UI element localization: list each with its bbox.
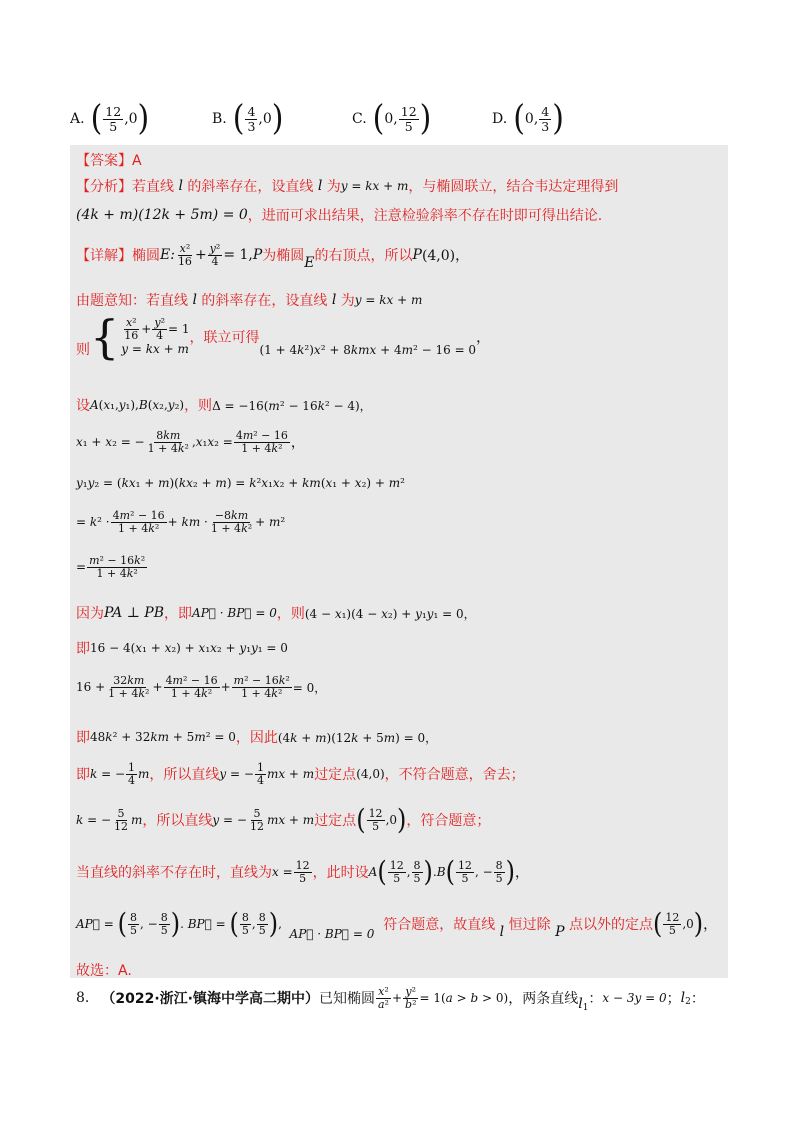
detail-line-4: 设 A(x₁,y₁),B(x₂,y₂) ，则 Δ = −16(m² − 16k² − 4)， [76,398,372,414]
detail-line-15: 当直线的斜率不存在时，直线为 x = $\frac{12}{5}$ ，此时设 A ( $\frac{12}{5}$ , $\frac{8}{5}$ ) . B ( $\frac{12}{5}$ , − $\frac{8}{5}$ ) ， [76,855,529,889]
detail-line-16: AP⃗ = ( $\frac{8}{5}$ , − $\frac{8}{5}$ ) . BP⃗ = ( $\frac{8}{5}$ , $\frac{8}{5}$ ) , AP⃗ · BP⃗ = 0 符合题意，故直线 l 恒过除 P 点以外的定点 ( $\frac{12}{5}$ ,0 ) ， [76,907,718,942]
question-source: （2022·浙江·镇海中学高二期中） [101,991,319,1008]
option-c[interactable]: C. ( 0, $\frac{12}{5}$ ) [352,98,432,139]
option-letter: C. [352,111,367,127]
solution-box [70,145,728,978]
option-letter: A. [70,111,85,127]
option-fraction: $\frac{12}{5}$ [105,104,122,134]
detail-line-11: 16 + $\frac{32km}{\text{1 + 4k²}}$ + $\frac{\text{4m² − 16}}{\text{1 + 4k²}}$ + $\frac{\text{m² − 16k²}}{\text{1 + 4k²}}$ = 0， [76,674,327,700]
detail-line-6: y₁y₂ = (kx₁ + m)(kx₂ + m) = k²x₁x₂ + km(x₁ + x₂) + m² [76,476,405,490]
analysis-line: 【分析】 若直线 l 的斜率存在，设直线 l 为 y = kx + m ，与椭圆联立，结合韦达定理得到 [76,178,619,195]
analysis-line-2: (4k + m)(12k + 5m) = 0 ，进而可求出结果，注意检验斜率不存在时即可得出结论. [76,207,603,224]
detail-line-10: 即 16 − 4(x₁ + x₂) + x₁x₂ + y₁y₁ = 0 [76,641,288,657]
option-fraction: $\frac{12}{5}$ [400,104,417,134]
detail-line-2: 由题意知：若直线 l 的斜率存在，设直线 l 为 y = kx + m [76,292,423,309]
option-letter: D. [492,111,508,127]
detail-line-system: 则 { $\frac{\text{x²}}{16}$ + $\frac{\text{y²}}{4}$ = 1 y = kx + m ，联立可得 (1 + 4k²)x² + 8kmx + 4m² − 16 = 0 ， [76,310,491,364]
detail-line-7: = k² · $\frac{\text{4m² − 16}}{\text{1 + 4k²}}$ + km · $\frac{-8km}{\text{1 + 4k²}}$ + m² [76,509,286,535]
detail-line-9: 因为 PA ⊥ PB ，即 AP⃗ · BP⃗ = 0 ，则 (4 − x₁)(4 − x₂) + y₁y₁ = 0， [76,605,476,622]
option-d[interactable]: D. ( 0, $\frac{4}{3}$ ) [492,98,564,139]
question-8: 8. （2022·浙江·镇海中学高二期中） 已知椭圆 $\frac{\text{x²}}{\text{a²}}$ + $\frac{\text{y²}}{\text{b²}}$ = 1(a > b > 0) ，两条直线 l 1 ： x − 3y = 0 ； l 2 ： [76,985,705,1014]
question-number: 8. [76,990,90,1007]
question-text: 已知椭圆 [318,991,375,1008]
detail-line-13: 即 k = − $\frac{1}{4}$ m ，所以直线 y = − $\frac{1}{4}$ mx + m 过定点 (4,0) ，不符合题意，舍去； [76,761,525,787]
answer-label: 【答案】A [76,153,142,169]
option-fraction: $\frac{4}{3}$ [541,104,550,134]
detail-line-14: k = − $\frac{5}{12}$ m ，所以直线 y = − $\frac{5}{12}$ mx + m 过定点 ( $\frac{12}{5}$ ,0 ) ，符合题意； [76,803,491,837]
detail-line-1: 【详解】 椭圆 E: $\frac{\text{x²}}{16}$ + $\frac{\text{y²}}{4}$ = 1, P 为椭圆 E 的右顶点，所以 P (4,0)， [76,242,470,272]
conclusion: 故选：A. [76,963,132,979]
option-letter: B. [212,111,227,127]
option-a[interactable]: A. ( $\frac{12}{5}$ ,0 ) [70,98,150,139]
detail-line-5: x₁ + x₂ = − $\frac{8km}{\text{1 + 4k²}}$ ,x₁x₂ = $\frac{\text{4m² − 16}}{\text{1 + 4k²}}$ ， [76,429,305,455]
option-fraction: $\frac{4}{3}$ [247,104,256,134]
option-b[interactable]: B. ( $\frac{4}{3}$ ,0 ) [212,98,284,139]
detail-line-12: 即 48k² + 32km + 5m² = 0 ，因此 (4k + m)(12k + 5m) = 0， [76,730,438,746]
answer-options [70,98,730,140]
detail-line-8: = $\frac{\text{m² − 16k²}}{\text{1 + 4k²}}$ [76,554,146,580]
